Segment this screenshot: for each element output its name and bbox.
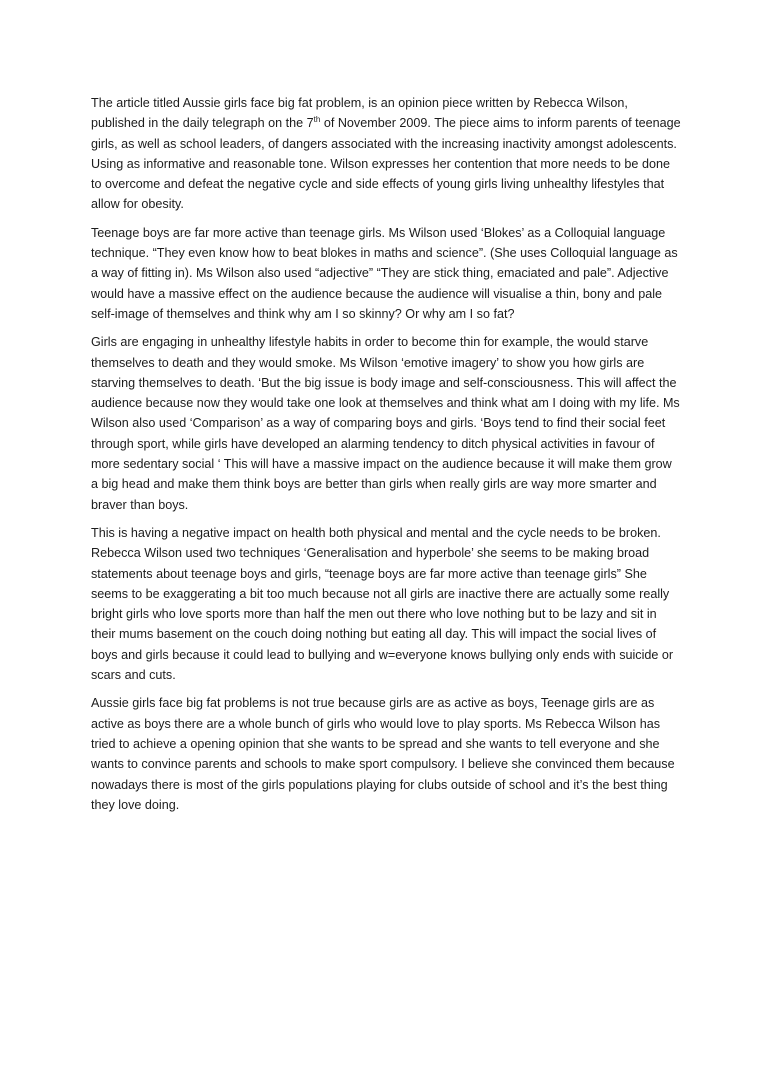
paragraph-1-text-start: The article titled Aussie girls face big fat problem, is an opinion piece written by Rebecca Wilson, published in the daily telegraph on the 7 [91, 96, 628, 131]
document-body [91, 93, 681, 823]
paragraph-5: Aussie girls face big fat problems is not true because girls are as active as boys, Teenage girls are as active as boys there are a whole bunch of girls who would love to play sports. Ms Rebecca Wilson has tried to achieve a opening opinion that she wants to be spread and she wants to tell everyone and she wants to convince parents and schools to make sport compulsory. I believe she convinced them because nowadays there is most of the girls populations playing for clubs outside of school and it’s the best thing they love doing. [91, 696, 675, 812]
paragraph-4: This is having a negative impact on health both physical and mental and the cycle needs to be broken. Rebecca Wilson used two techniques ‘Generalisation and hyperbole’ she seems to be making broad statements about teenage boys and girls, “teenage boys are far more active than teenage girls” She seems to be exaggerating a bit too much because not all girls are inactive there are actually some really bright girls who love sports more than half the men out there who love nothing but to be lazy and sit in their mums basement on the couch doing nothing but eating all day. This will impact the social lives of boys and girls because it could lead to bullying and w=everyone knows bullying only ends with suicide or scars and cuts. [91, 525, 674, 683]
paragraph-3: Girls are engaging in unhealthy lifestyle habits in order to become thin for example, the would starve themselves to death and they would smoke. Ms Wilson ‘emotive imagery’ to show you how girls are starving themselves to death. ‘But the big issue is body image and self-consciousness. This will affect the audience because now they would take one look at themselves and think what am I doing with my life. Ms Wilson also used ‘Comparison’ as a way of comparing boys and girls. ‘Boys tend to find their social feet through sport, while girls have developed an alarming tendency to ditch physical activities in favour of more sedentary social ‘ This will have a massive impact on the audience because it will make them grow a big head and make them think boys are better than girls when really girls are way more smarter and braver than boys. [91, 335, 680, 512]
paragraph-1-text-end: of November 2009. The piece aims to inform parents of teenage girls, as well as school leaders, of dangers associated with the increasing inactivity amongst adolescents. Using as informative and reasonable tone. Wilson expresses her contention that more needs to be done to overcome and defeat the negative cycle and side effects of young girls living unhealthy lifestyles that allow for obesity. [91, 116, 681, 212]
paragraph-2: Teenage boys are far more active than teenage girls. Ms Wilson used ‘Blokes’ as a Colloquial language technique. “They even know how to beat blokes in maths and science”. (She uses Colloquial language as a way of fitting in). Ms Wilson also used “adjective” “They are stick thing, emaciated and pale”. Adjective would have a massive effect on the audience because the audience will visualise a thin, bony and pale self-image of themselves and think why am I so skinny? Or why am I so fat? [91, 225, 678, 321]
paragraph-1 [91, 93, 681, 215]
ordinal-suffix: th [313, 115, 321, 125]
